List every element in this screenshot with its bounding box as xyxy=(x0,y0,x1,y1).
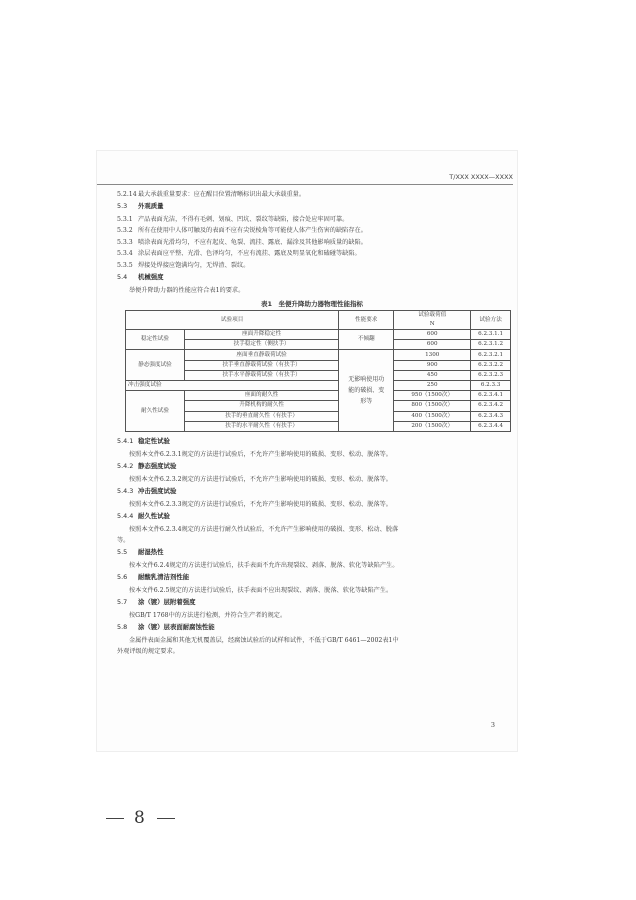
folio-dash-right xyxy=(157,818,175,819)
heading-5-4-2: 5.4.2 静态强度试验 xyxy=(117,461,177,470)
group-cell: 冲击强度试验 xyxy=(126,380,339,390)
item-cell: 扶手水平静载荷试验（有扶手） xyxy=(185,370,339,380)
clause-5-3-1: 5.3.1 产品表面光洁，不得有毛刺、划痕、凹坑、裂纹等缺陷，接合处应牢固可靠。 xyxy=(117,216,349,223)
header-req: 性能要求 xyxy=(339,311,394,330)
heading-5-4: 5.4 机械强度 xyxy=(117,273,164,282)
clause-5-2-14: 5.2.14最大承载重量要求：应在醒目位置清晰标识出最大承载重量。 xyxy=(117,191,306,198)
folio-number: 8 xyxy=(96,808,185,828)
table-header-row xyxy=(126,311,511,330)
clause-5-6-text: 按本文件6.2.5规定的方法进行试验后，扶手表面不应出现裂纹、剥落、脱落、软化等缺陷产生。 xyxy=(129,586,393,594)
table-row xyxy=(126,391,511,401)
group-cell: 稳定性试验 xyxy=(126,330,185,350)
clause-5-8-text: 金属件表面金属和其他无机覆盖层，经腐蚀试验后的试样和试件，不低于GB/T 6461—2002表1中 xyxy=(129,636,399,644)
load-cell: 600 xyxy=(394,330,471,340)
item-cell: 升降机构的耐久性 xyxy=(185,401,339,411)
method-cell: 6.2.3.2.2 xyxy=(471,360,511,370)
method-cell: 6.2.3.4.3 xyxy=(471,411,511,421)
load-cell: 950（1500次） xyxy=(394,391,471,401)
heading-5-3: 5.3 外观质量 xyxy=(117,202,164,211)
heading-5-4-1: 5.4.1 稳定性试验 xyxy=(117,436,170,445)
load-cell: 450 xyxy=(394,370,471,380)
header-method: 试验方法 xyxy=(471,311,511,330)
intro-5-4: 举便升降助力器的性能应符合表1的要求。 xyxy=(129,286,245,294)
item-cell: 扶手的水平耐久性（有扶手） xyxy=(185,421,339,431)
load-cell: 900 xyxy=(394,360,471,370)
clause-5-3-3: 5.3.3 喷涂表面光滑均匀，不应有起皮、龟裂、流挂、露底、漏涂及其他影响质量的缺陷。 xyxy=(117,238,367,246)
load-cell: 200（1500次） xyxy=(394,421,471,431)
clause-5-3-4: 5.3.4 涂层表面应平整、光滑、色泽均匀，不应有流挂、露底及明显氧化和磕碰等缺陷。 xyxy=(117,250,361,258)
clause-5-3-2: 5.3.2 所有在使用中人体可触及的表面不应有尖锐棱角等可能使人体产生伤害的缺陷存在。 xyxy=(117,227,367,235)
document-page xyxy=(96,150,518,752)
page-content xyxy=(117,189,507,658)
item-cell: 座面的耐久性 xyxy=(185,391,339,401)
method-cell: 6.2.3.4.2 xyxy=(471,401,511,411)
header-load: 试验载荷值 N xyxy=(394,311,471,330)
folio-dash-left xyxy=(106,818,124,819)
table-title: 表1 坐便升降助力器物理性能指标 xyxy=(260,300,364,309)
clause-5-4-2-text: 按照本文件6.2.3.2规定的方法进行试验后，不允许产生影响使用的破损、变形、松动、脱落等。 xyxy=(129,475,392,483)
item-cell: 扶手稳定性（侧扶手） xyxy=(185,340,339,350)
group-cell: 静态强度试验 xyxy=(126,350,185,381)
clause-5-7-text: 按GB/T 1768中的方法进行检测，并符合生产者的规定。 xyxy=(129,611,287,619)
method-cell: 6.2.3.1.1 xyxy=(471,330,511,340)
requirement-cell: 不倾翻 xyxy=(339,330,394,350)
requirement-cell: 无影响使用功能的破损、变形等 xyxy=(339,350,394,432)
method-cell: 6.2.3.1.2 xyxy=(471,340,511,350)
page-number: 3 xyxy=(490,721,495,729)
method-cell: 6.2.3.3 xyxy=(471,380,511,390)
load-cell: 1300 xyxy=(394,350,471,360)
load-cell: 250 xyxy=(394,380,471,390)
item-cell: 座面升降稳定性 xyxy=(185,330,339,340)
clause-5-8-text-cont: 外观评级的规定要求。 xyxy=(117,648,179,656)
performance-table xyxy=(125,310,511,432)
table-row xyxy=(126,330,511,340)
clause-5-3-5: 5.3.5 焊接处焊接应饱满均匀，无焊渣、裂纹。 xyxy=(117,261,250,269)
item-cell: 扶手的垂直耐久性（有扶手） xyxy=(185,411,339,421)
heading-5-8: 5.8 涂（镀）层表面耐腐蚀性能 xyxy=(117,623,215,632)
heading-5-4-4: 5.4.4 耐久性试验 xyxy=(117,511,170,520)
group-cell: 耐久性试验 xyxy=(126,391,185,432)
clause-5-4-4-text-cont: 等。 xyxy=(117,536,130,544)
clause-5-5-text: 按本文件6.2.4规定的方法进行试验后，扶手表面不允许出现裂纹、剥落、脱落、软化等缺陷产生。 xyxy=(129,561,399,569)
heading-5-7: 5.7 涂（镀）层附着强度 xyxy=(117,598,196,607)
clause-5-4-1-text: 按照本文件6.2.3.1规定的方法进行试验后，不允许产生影响使用的破损、变形、松动、脱落等。 xyxy=(129,450,392,458)
standard-header: T/XXX XXXX—XXXX xyxy=(97,173,513,185)
load-cell: 800（1500次） xyxy=(394,401,471,411)
clause-5-4-3-text: 按照本文件6.2.3.3规定的方法进行试验后，不允许产生影响使用的破损、变形、松动、脱落等。 xyxy=(129,500,392,508)
heading-5-5: 5.5 耐湿热性 xyxy=(117,548,164,557)
heading-5-6: 5.6 耐酸乳清洁剂性能 xyxy=(117,573,190,582)
item-cell: 座面垂直静载荷试验 xyxy=(185,350,339,360)
method-cell: 6.2.3.4.1 xyxy=(471,391,511,401)
method-cell: 6.2.3.2.1 xyxy=(471,350,511,360)
item-cell: 扶手垂直静载荷试验（有扶手） xyxy=(185,360,339,370)
method-cell: 6.2.3.4.4 xyxy=(471,421,511,431)
header-item: 试验项目 xyxy=(126,311,339,330)
table-row xyxy=(126,350,511,360)
table-row xyxy=(126,380,511,390)
clause-5-4-4-text: 按照本文件6.2.3.4规定的方法进行耐久性试验后，不允许产生影响使用的破损、变形、松动、脱落 xyxy=(129,525,399,533)
load-cell: 400（1500次） xyxy=(394,411,471,421)
load-cell: 600 xyxy=(394,340,471,350)
heading-5-4-3: 5.4.3 冲击强度试验 xyxy=(117,486,177,495)
method-cell: 6.2.3.2.3 xyxy=(471,370,511,380)
